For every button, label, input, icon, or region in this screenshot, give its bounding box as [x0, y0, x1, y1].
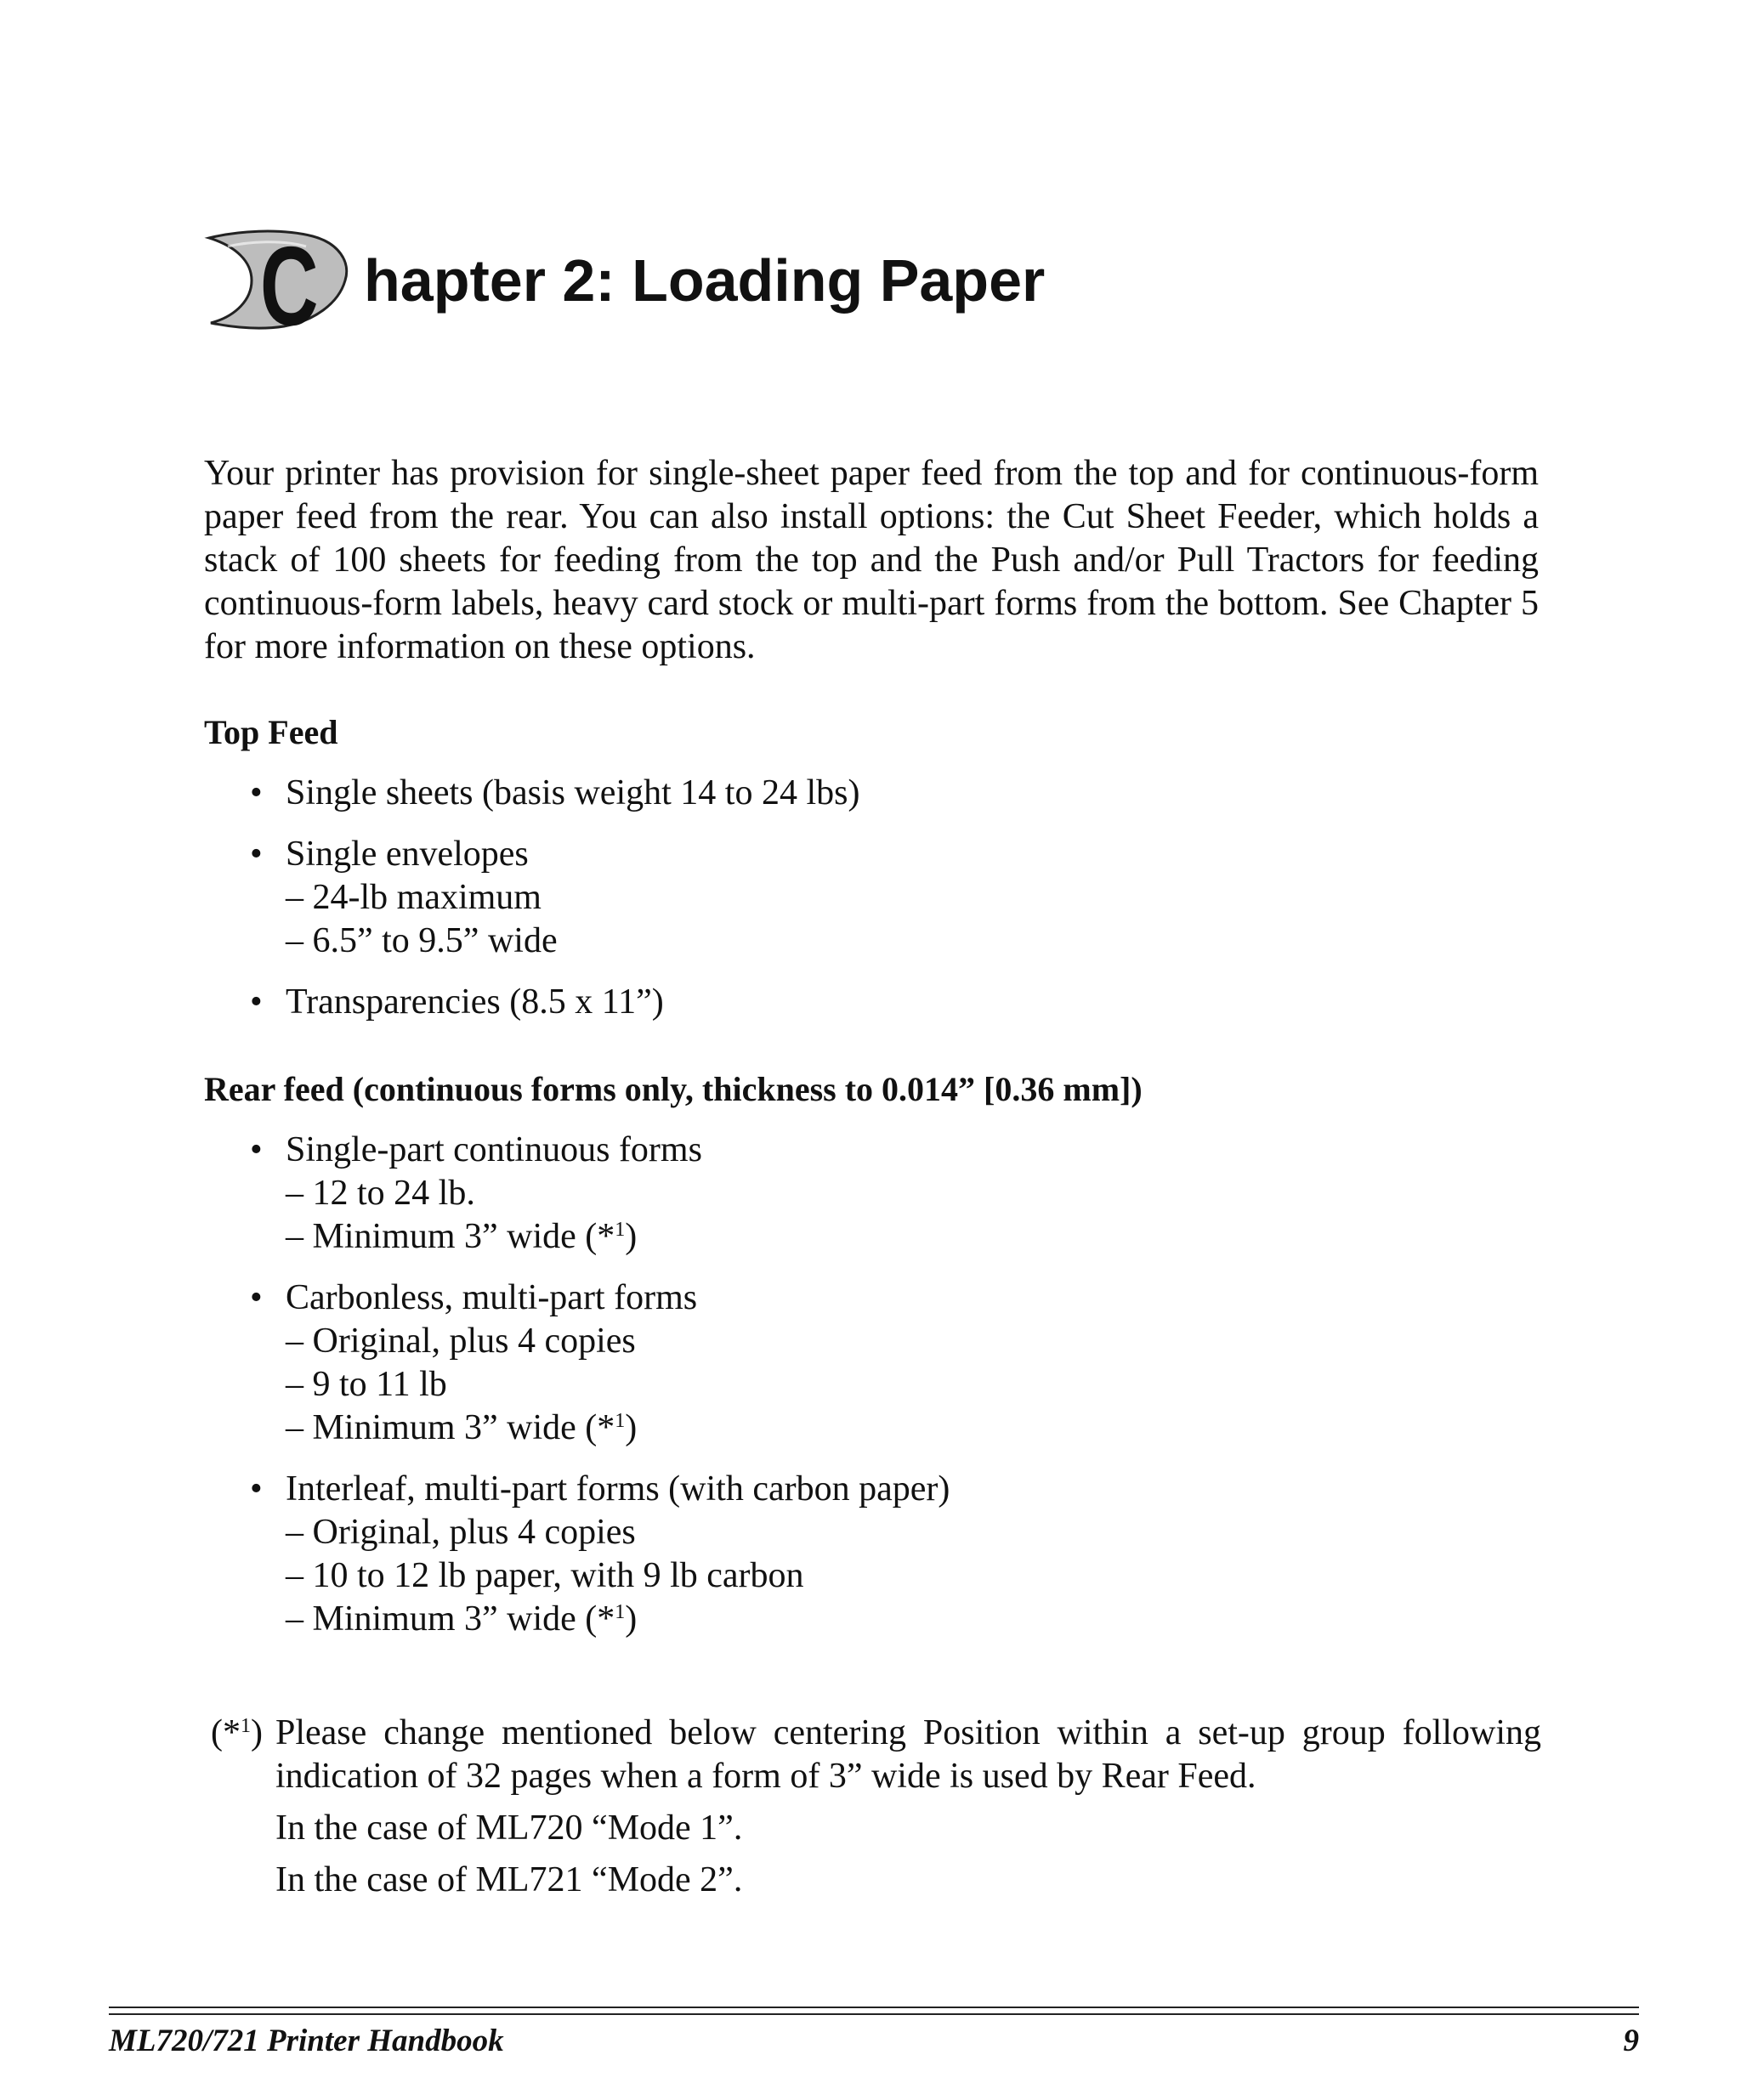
list-item-sub: – Original, plus 4 copies	[286, 1513, 636, 1552]
list-item-sub-text: – Minimum 3” wide (*	[286, 1408, 615, 1447]
footnote-ref: 1	[615, 1410, 626, 1432]
chapter-logo-letter: C	[259, 228, 319, 338]
list-item	[247, 981, 1522, 1024]
chapter-title: hapter 2: Loading Paper	[364, 247, 1046, 314]
footnote-marker-open: (*	[211, 1713, 241, 1752]
bullet-icon: •	[250, 1469, 263, 1508]
footnote-ml720-line: In the case of ML720 “Mode 1”.	[275, 1808, 743, 1848]
bullet-icon: •	[250, 773, 263, 812]
footnote-ref: 1	[615, 1219, 626, 1241]
list-item-label: Single sheets (basis weight 14 to 24 lbs)	[286, 773, 860, 812]
list-item-label: Interleaf, multi-part forms (with carbon paper)	[286, 1469, 950, 1508]
list-item	[247, 1129, 1522, 1259]
list-item	[247, 772, 1522, 815]
intro-section	[204, 452, 1539, 669]
rear-feed-list	[247, 1129, 1522, 1659]
footnote-note	[211, 1712, 1541, 1902]
footnote-ref: 1	[615, 1601, 626, 1623]
top-feed-heading: Top Feed	[204, 713, 338, 751]
close-paren: )	[625, 1408, 638, 1447]
intro-paragraph: Your printer has provision for single-sheet paper feed from the top and for continuous-form paper feed from the rear. You can also install options: the Cut Sheet Feeder, which holds a stack of 100 sheets for feeding from the top and the Push and/or Pull Tractors for feeding continuous-form labels, heavy card stock or multi-part forms from the bottom. See Chapter 5 for more information on these options.	[204, 454, 1539, 666]
rear-feed-heading: Rear feed (continuous forms only, thickness to 0.014” [0.36 mm])	[204, 1070, 1143, 1108]
chapter-swoosh-logo	[202, 228, 372, 338]
footer-rule-top	[109, 2007, 1639, 2008]
close-paren: )	[625, 1217, 638, 1256]
footer-title: ML720/721 Printer Handbook	[109, 2024, 504, 2058]
page-number: 9	[1623, 2024, 1639, 2058]
list-item-sub: – Original, plus 4 copies	[286, 1322, 636, 1361]
bullet-icon: •	[250, 982, 263, 1022]
list-item-label: Carbonless, multi-part forms	[286, 1278, 698, 1317]
list-item-label: Transparencies (8.5 x 11”)	[286, 982, 664, 1022]
list-item-sub: – 10 to 12 lb paper, with 9 lb carbon	[286, 1556, 804, 1595]
footer-rule-bottom	[109, 2013, 1639, 2015]
footnote-marker-close: )	[251, 1713, 263, 1752]
top-feed-list	[247, 772, 1522, 1042]
close-paren: )	[625, 1599, 638, 1639]
list-item-sub-text: – Minimum 3” wide (*	[286, 1599, 615, 1639]
footnote-body: Please change mentioned below centering Position within a set-up group following indication of 32 pages when a form of 3” wide is used by Rear Feed.	[275, 1713, 1541, 1796]
footnote-ml721-line: In the case of ML721 “Mode 2”.	[275, 1860, 743, 1899]
chapter-heading	[202, 228, 1222, 338]
list-item-label: Single-part continuous forms	[286, 1130, 702, 1169]
list-item-sub	[286, 1407, 1522, 1450]
footnote-marker	[211, 1712, 263, 1755]
list-item	[247, 833, 1522, 963]
bullet-icon: •	[250, 1278, 263, 1317]
list-item-sub-text: – Minimum 3” wide (*	[286, 1217, 615, 1256]
bullet-icon: •	[250, 835, 263, 874]
list-item	[247, 1276, 1522, 1450]
bullet-icon: •	[250, 1130, 263, 1169]
list-item-sub: – 6.5” to 9.5” wide	[286, 921, 558, 960]
list-item-label: Single envelopes	[286, 835, 529, 874]
footnote-marker-sup: 1	[241, 1715, 251, 1737]
list-item-sub	[286, 1215, 1522, 1259]
list-item-sub: – 24-lb maximum	[286, 878, 542, 917]
list-item-sub: – 12 to 24 lb.	[286, 1174, 475, 1213]
list-item	[247, 1468, 1522, 1641]
list-item-sub	[286, 1598, 1522, 1641]
list-item-sub: – 9 to 11 lb	[286, 1365, 447, 1404]
